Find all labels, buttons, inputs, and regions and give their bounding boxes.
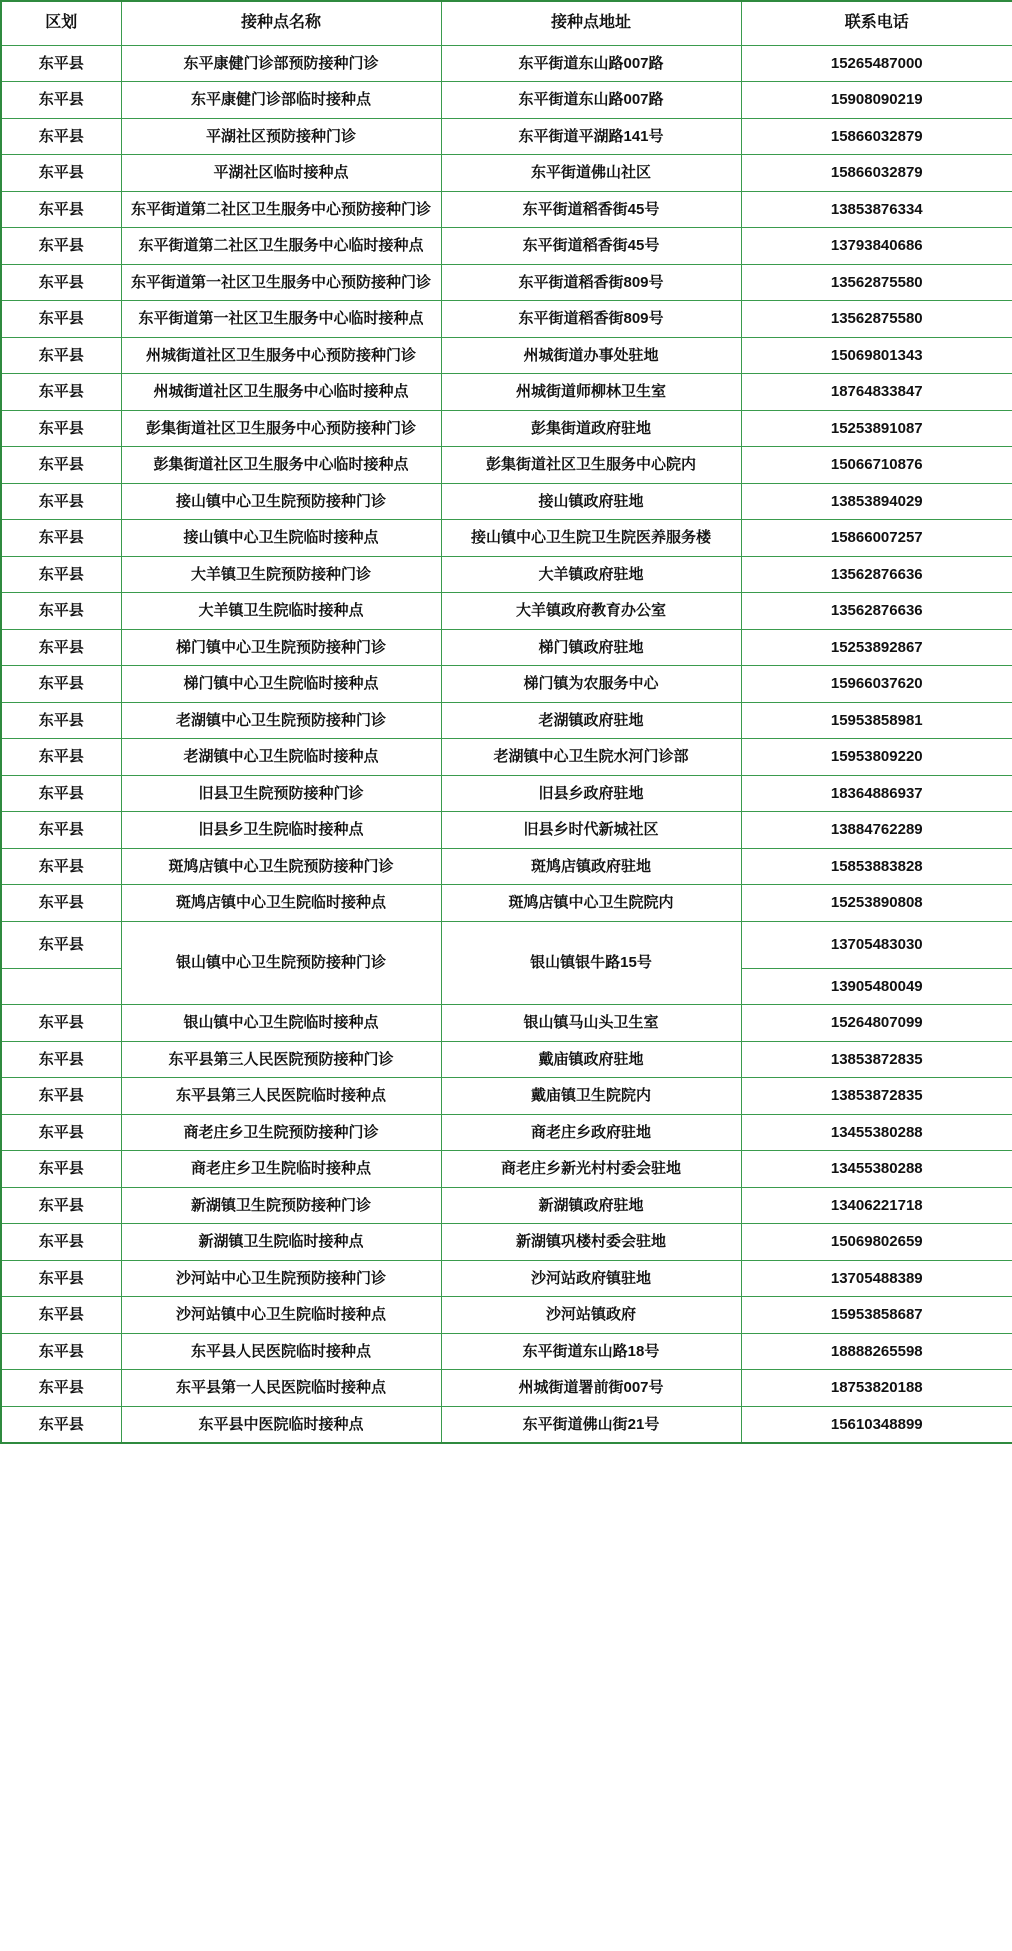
table-row	[1, 337, 1012, 374]
cell-site-name: 新湖镇卫生院预防接种门诊	[121, 1187, 441, 1224]
cell-district: 东平县	[1, 82, 121, 119]
table-row	[1, 82, 1012, 119]
cell-site-address: 东平街道佛山社区	[441, 155, 741, 192]
table-row	[1, 483, 1012, 520]
cell-site-address: 新湖镇政府驻地	[441, 1187, 741, 1224]
cell-district: 东平县	[1, 702, 121, 739]
table-row	[1, 118, 1012, 155]
cell-contact-phone: 15908090219	[741, 82, 1012, 119]
cell-district: 东平县	[1, 739, 121, 776]
cell-district: 东平县	[1, 483, 121, 520]
cell-contact-phone: 13853894029	[741, 483, 1012, 520]
cell-contact-phone: 15264807099	[741, 1005, 1012, 1042]
cell-site-address: 商老庄乡新光村村委会驻地	[441, 1151, 741, 1188]
cell-contact-phone: 15953809220	[741, 739, 1012, 776]
table-row	[1, 374, 1012, 411]
cell-district: 东平县	[1, 155, 121, 192]
cell-contact-phone: 15866032879	[741, 118, 1012, 155]
cell-site-name: 银山镇中心卫生院预防接种门诊	[121, 921, 441, 1005]
cell-site-address: 旧县乡政府驻地	[441, 775, 741, 812]
cell-district: 东平县	[1, 1333, 121, 1370]
cell-site-address: 州城街道师柳林卫生室	[441, 374, 741, 411]
cell-site-address: 银山镇银牛路15号	[441, 921, 741, 1005]
cell-contact-phone: 13884762289	[741, 812, 1012, 849]
table-row	[1, 264, 1012, 301]
cell-district: 东平县	[1, 374, 121, 411]
column-header-site-name: 接种点名称	[121, 1, 441, 45]
cell-contact-phone: 15069802659	[741, 1224, 1012, 1261]
cell-site-address: 老湖镇政府驻地	[441, 702, 741, 739]
cell-site-name: 老湖镇中心卫生院临时接种点	[121, 739, 441, 776]
cell-district: 东平县	[1, 1041, 121, 1078]
cell-site-address: 州城街道署前街007号	[441, 1370, 741, 1407]
cell-district: 东平县	[1, 1406, 121, 1443]
cell-contact-phone: 13406221718	[741, 1187, 1012, 1224]
cell-district: 东平县	[1, 593, 121, 630]
cell-site-name: 沙河站镇中心卫生院临时接种点	[121, 1297, 441, 1334]
table-row	[1, 301, 1012, 338]
cell-site-name: 平湖社区临时接种点	[121, 155, 441, 192]
cell-district: 东平县	[1, 410, 121, 447]
cell-district: 东平县	[1, 301, 121, 338]
cell-contact-phone: 13562876636	[741, 556, 1012, 593]
table-row	[1, 1333, 1012, 1370]
cell-district: 东平县	[1, 1151, 121, 1188]
cell-contact-phone: 15853883828	[741, 848, 1012, 885]
cell-site-address: 梯门镇政府驻地	[441, 629, 741, 666]
cell-contact-phone: 15953858687	[741, 1297, 1012, 1334]
cell-site-name: 斑鸠店镇中心卫生院临时接种点	[121, 885, 441, 922]
table-row	[1, 45, 1012, 82]
cell-site-name: 银山镇中心卫生院临时接种点	[121, 1005, 441, 1042]
cell-district: 东平县	[1, 191, 121, 228]
cell-site-name: 新湖镇卫生院临时接种点	[121, 1224, 441, 1261]
cell-site-name: 东平县第三人民医院预防接种门诊	[121, 1041, 441, 1078]
cell-contact-phone: 13562876636	[741, 593, 1012, 630]
cell-contact-phone: 13455380288	[741, 1151, 1012, 1188]
cell-site-address: 戴庙镇卫生院院内	[441, 1078, 741, 1115]
table-row	[1, 885, 1012, 922]
cell-site-address: 彭集街道社区卫生服务中心院内	[441, 447, 741, 484]
table-row	[1, 1297, 1012, 1334]
table-row	[1, 775, 1012, 812]
table-row	[1, 812, 1012, 849]
table-row	[1, 155, 1012, 192]
table-row	[1, 702, 1012, 739]
cell-site-name: 梯门镇中心卫生院预防接种门诊	[121, 629, 441, 666]
table-row	[1, 848, 1012, 885]
table-row	[1, 1370, 1012, 1407]
table-row	[1, 1406, 1012, 1443]
cell-site-name: 东平县人民医院临时接种点	[121, 1333, 441, 1370]
cell-site-address: 东平街道稻香街809号	[441, 301, 741, 338]
cell-site-name: 彭集街道社区卫生服务中心临时接种点	[121, 447, 441, 484]
cell-district: 东平县	[1, 1297, 121, 1334]
cell-site-address: 梯门镇为农服务中心	[441, 666, 741, 703]
cell-district: 东平县	[1, 1260, 121, 1297]
table-row	[1, 739, 1012, 776]
cell-district: 东平县	[1, 666, 121, 703]
cell-contact-phone: 13705488389	[741, 1260, 1012, 1297]
table-row	[1, 556, 1012, 593]
cell-site-name: 东平街道第二社区卫生服务中心预防接种门诊	[121, 191, 441, 228]
cell-contact-phone: 18888265598	[741, 1333, 1012, 1370]
cell-contact-phone: 13705483030	[741, 921, 1012, 968]
cell-site-address: 大羊镇政府教育办公室	[441, 593, 741, 630]
cell-site-address: 沙河站镇政府	[441, 1297, 741, 1334]
cell-district: 东平县	[1, 228, 121, 265]
cell-site-address: 大羊镇政府驻地	[441, 556, 741, 593]
cell-site-name: 商老庄乡卫生院预防接种门诊	[121, 1114, 441, 1151]
cell-site-address: 东平街道平湖路141号	[441, 118, 741, 155]
cell-site-address: 东平街道稻香街45号	[441, 228, 741, 265]
cell-site-address: 东平街道东山路007路	[441, 45, 741, 82]
table-row	[1, 1224, 1012, 1261]
cell-site-name: 沙河站中心卫生院预防接种门诊	[121, 1260, 441, 1297]
cell-site-address: 东平街道东山路18号	[441, 1333, 741, 1370]
table-row	[1, 1078, 1012, 1115]
cell-district: 东平县	[1, 118, 121, 155]
cell-site-name: 彭集街道社区卫生服务中心预防接种门诊	[121, 410, 441, 447]
cell-contact-phone-secondary: 13905480049	[741, 968, 1012, 1005]
cell-contact-phone: 15966037620	[741, 666, 1012, 703]
cell-district: 东平县	[1, 629, 121, 666]
cell-site-address: 东平街道稻香街809号	[441, 264, 741, 301]
cell-district: 东平县	[1, 848, 121, 885]
cell-site-name: 州城街道社区卫生服务中心预防接种门诊	[121, 337, 441, 374]
cell-site-name: 东平康健门诊部预防接种门诊	[121, 45, 441, 82]
cell-district: 东平县	[1, 1005, 121, 1042]
cell-contact-phone: 15069801343	[741, 337, 1012, 374]
cell-site-name: 旧县卫生院预防接种门诊	[121, 775, 441, 812]
cell-contact-phone: 18753820188	[741, 1370, 1012, 1407]
table-row	[1, 228, 1012, 265]
cell-site-address: 接山镇中心卫生院卫生院医养服务楼	[441, 520, 741, 557]
table-row	[1, 921, 1012, 968]
cell-district: 东平县	[1, 885, 121, 922]
cell-district: 东平县	[1, 1224, 121, 1261]
cell-district: 东平县	[1, 812, 121, 849]
cell-contact-phone: 15866032879	[741, 155, 1012, 192]
cell-contact-phone: 15610348899	[741, 1406, 1012, 1443]
cell-site-address: 旧县乡时代新城社区	[441, 812, 741, 849]
cell-contact-phone: 15066710876	[741, 447, 1012, 484]
cell-district-continued	[1, 968, 121, 1005]
cell-contact-phone: 13455380288	[741, 1114, 1012, 1151]
table-row	[1, 666, 1012, 703]
cell-site-address: 商老庄乡政府驻地	[441, 1114, 741, 1151]
cell-district: 东平县	[1, 1114, 121, 1151]
cell-district: 东平县	[1, 921, 121, 968]
cell-contact-phone: 15866007257	[741, 520, 1012, 557]
cell-site-address: 老湖镇中心卫生院水河门诊部	[441, 739, 741, 776]
cell-district: 东平县	[1, 1370, 121, 1407]
table-row	[1, 1114, 1012, 1151]
cell-contact-phone: 15265487000	[741, 45, 1012, 82]
cell-site-address: 戴庙镇政府驻地	[441, 1041, 741, 1078]
cell-district: 东平县	[1, 45, 121, 82]
cell-site-address: 东平街道东山路007路	[441, 82, 741, 119]
cell-site-name: 东平康健门诊部临时接种点	[121, 82, 441, 119]
cell-site-name: 老湖镇中心卫生院预防接种门诊	[121, 702, 441, 739]
cell-district: 东平县	[1, 447, 121, 484]
cell-district: 东平县	[1, 775, 121, 812]
cell-contact-phone: 13853872835	[741, 1078, 1012, 1115]
cell-site-name: 东平街道第一社区卫生服务中心临时接种点	[121, 301, 441, 338]
cell-site-name: 东平街道第一社区卫生服务中心预防接种门诊	[121, 264, 441, 301]
cell-site-name: 州城街道社区卫生服务中心临时接种点	[121, 374, 441, 411]
table-row	[1, 1187, 1012, 1224]
cell-contact-phone: 15253890808	[741, 885, 1012, 922]
cell-site-name: 平湖社区预防接种门诊	[121, 118, 441, 155]
column-header-contact-phone: 联系电话	[741, 1, 1012, 45]
cell-contact-phone: 13793840686	[741, 228, 1012, 265]
cell-site-address: 斑鸠店镇政府驻地	[441, 848, 741, 885]
cell-site-address: 新湖镇巩楼村委会驻地	[441, 1224, 741, 1261]
cell-site-address: 沙河站政府镇驻地	[441, 1260, 741, 1297]
cell-site-address: 彭集街道政府驻地	[441, 410, 741, 447]
cell-contact-phone: 13853872835	[741, 1041, 1012, 1078]
cell-site-address: 东平街道佛山街21号	[441, 1406, 741, 1443]
cell-contact-phone: 13853876334	[741, 191, 1012, 228]
cell-district: 东平县	[1, 520, 121, 557]
cell-site-address: 东平街道稻香街45号	[441, 191, 741, 228]
cell-site-name: 东平县第三人民医院临时接种点	[121, 1078, 441, 1115]
cell-site-name: 东平县第一人民医院临时接种点	[121, 1370, 441, 1407]
cell-site-name: 旧县乡卫生院临时接种点	[121, 812, 441, 849]
cell-site-name: 东平县中医院临时接种点	[121, 1406, 441, 1443]
table-header	[1, 1, 1012, 45]
table-row	[1, 447, 1012, 484]
cell-contact-phone: 15253892867	[741, 629, 1012, 666]
cell-site-address: 州城街道办事处驻地	[441, 337, 741, 374]
cell-contact-phone: 15253891087	[741, 410, 1012, 447]
cell-district: 东平县	[1, 1187, 121, 1224]
cell-site-address: 银山镇马山头卫生室	[441, 1005, 741, 1042]
table-row	[1, 410, 1012, 447]
cell-site-name: 东平街道第二社区卫生服务中心临时接种点	[121, 228, 441, 265]
cell-site-name: 梯门镇中心卫生院临时接种点	[121, 666, 441, 703]
cell-site-name: 斑鸠店镇中心卫生院预防接种门诊	[121, 848, 441, 885]
cell-contact-phone: 18764833847	[741, 374, 1012, 411]
cell-district: 东平县	[1, 337, 121, 374]
table-row	[1, 520, 1012, 557]
cell-district: 东平县	[1, 556, 121, 593]
table-header-row	[1, 1, 1012, 45]
cell-site-name: 大羊镇卫生院临时接种点	[121, 593, 441, 630]
table-body	[1, 45, 1012, 1443]
cell-site-address: 斑鸠店镇中心卫生院院内	[441, 885, 741, 922]
table-row	[1, 1005, 1012, 1042]
cell-district: 东平县	[1, 1078, 121, 1115]
cell-contact-phone: 15953858981	[741, 702, 1012, 739]
table-row	[1, 191, 1012, 228]
cell-contact-phone: 13562875580	[741, 264, 1012, 301]
table-row	[1, 1260, 1012, 1297]
table-row	[1, 593, 1012, 630]
cell-district: 东平县	[1, 264, 121, 301]
cell-site-name: 接山镇中心卫生院临时接种点	[121, 520, 441, 557]
table-row	[1, 1041, 1012, 1078]
cell-site-name: 接山镇中心卫生院预防接种门诊	[121, 483, 441, 520]
cell-contact-phone: 13562875580	[741, 301, 1012, 338]
table-row	[1, 629, 1012, 666]
table-row	[1, 1151, 1012, 1188]
column-header-district: 区划	[1, 1, 121, 45]
cell-site-name: 大羊镇卫生院预防接种门诊	[121, 556, 441, 593]
cell-contact-phone: 18364886937	[741, 775, 1012, 812]
cell-site-address: 接山镇政府驻地	[441, 483, 741, 520]
cell-site-name: 商老庄乡卫生院临时接种点	[121, 1151, 441, 1188]
column-header-site-address: 接种点地址	[441, 1, 741, 45]
